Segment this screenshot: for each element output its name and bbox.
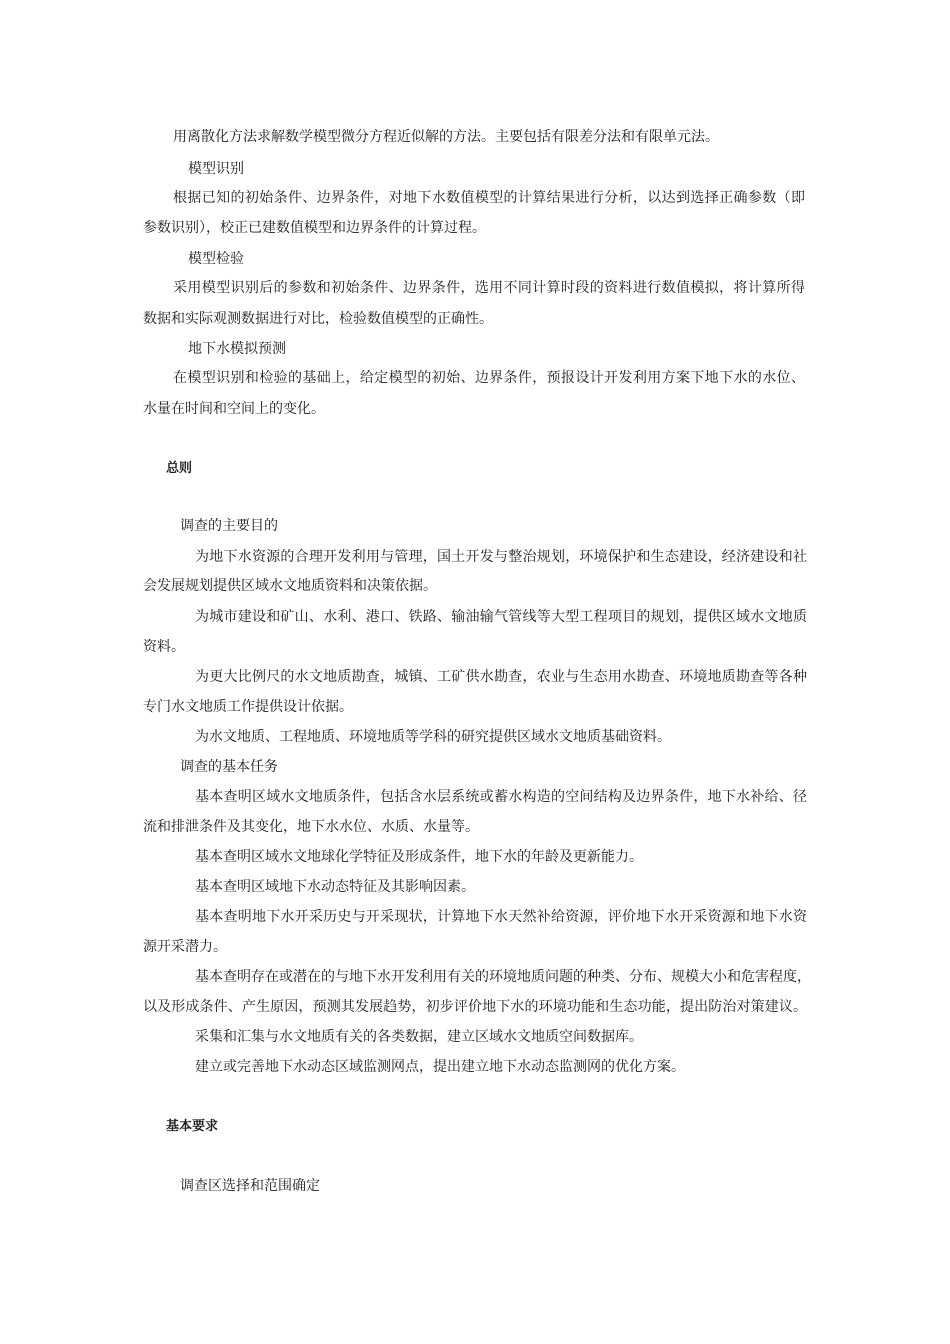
section-heading-general: 总则 bbox=[166, 461, 193, 476]
task7: 建立或完善地下水动态区域监测网点，提出建立地下水动态监测网的优化方案。 bbox=[195, 1059, 685, 1075]
purpose4: 为水文地质、工程地质、环境地质等学科的研究提供区域水文地质基础资料。 bbox=[195, 729, 671, 745]
task1-line1: 基本查明区域水文地质条件，包括含水层系统或蓄水构造的空间结构及边界条件，地下水补给、径 bbox=[195, 789, 807, 805]
task2: 基本查明区域水文地球化学特征及形成条件，地下水的年龄及更新能力。 bbox=[195, 849, 643, 865]
subheading-main-purpose: 调查的主要目的 bbox=[180, 518, 278, 534]
paragraph-prediction-line2: 水量在时间和空间上的变化。 bbox=[143, 401, 325, 417]
section-heading-basic-requirements: 基本要求 bbox=[166, 1119, 219, 1134]
subheading-model-verification: 模型检验 bbox=[188, 251, 244, 267]
subheading-model-identification: 模型识别 bbox=[188, 161, 244, 177]
task3: 基本查明区域地下水动态特征及其影响因素。 bbox=[195, 879, 475, 895]
task5-line1: 基本查明存在或潜在的与地下水开发利用有关的环境地质问题的种类、分布、规模大小和危害程度， bbox=[195, 969, 811, 985]
purpose1-line1: 为地下水资源的合理开发利用与管理，国土开发与整治规划，环境保护和生态建设，经济建设和社 bbox=[195, 549, 807, 565]
task6: 采集和汇集与水文地质有关的各类数据，建立区域水文地质空间数据库。 bbox=[195, 1029, 643, 1045]
subheading-groundwater-prediction: 地下水模拟预测 bbox=[188, 341, 286, 357]
purpose2-line1: 为城市建设和矿山、水利、港口、铁路、输油输气管线等大型工程项目的规划，提供区域水文地质 bbox=[195, 609, 807, 625]
task4-line1: 基本查明地下水开采历史与开采现状，计算地下水天然补给资源，评价地下水开采资源和地下水资 bbox=[195, 909, 807, 925]
paragraph-verification-line1: 采用模型识别后的参数和初始条件、边界条件，选用不同计算时段的资料进行数值模拟，将计算所得 bbox=[173, 280, 805, 296]
subheading-survey-area-scope: 调查区选择和范围确定 bbox=[180, 1178, 320, 1194]
task4-line2: 源开采潜力。 bbox=[143, 939, 227, 955]
subheading-basic-tasks: 调查的基本任务 bbox=[180, 759, 278, 775]
purpose3-line2: 专门水文地质工作提供设计依据。 bbox=[143, 699, 353, 715]
task5-line2: 以及形成条件、产生原因，预测其发展趋势，初步评价地下水的环境功能和生态功能，提出防治对策建议。 bbox=[143, 999, 807, 1015]
purpose1-line2: 会发展规划提供区域水文地质资料和决策依据。 bbox=[143, 578, 437, 594]
paragraph-prediction-line1: 在模型识别和检验的基础上，给定模型的初始、边界条件，预报设计开发利用方案下地下水的水位、 bbox=[173, 370, 805, 386]
paragraph-identification-line2: 参数识别），校正已建数值模型和边界条件的计算过程。 bbox=[143, 220, 486, 236]
task1-line2: 流和排泄条件及其变化，地下水水位、水质、水量等。 bbox=[143, 819, 479, 835]
paragraph-verification-line2: 数据和实际观测数据进行对比，检验数值模型的正确性。 bbox=[143, 311, 493, 327]
paragraph-numerical-method: 用离散化方法求解数学模型微分方程近似解的方法。主要包括有限差分法和有限单元法。 bbox=[173, 129, 719, 145]
paragraph-identification-line1: 根据已知的初始条件、边界条件，对地下水数值模型的计算结果进行分析，以达到选择正确参数（即 bbox=[173, 190, 805, 206]
purpose3-line1: 为更大比例尺的水文地质勘查，城镇、工矿供水勘查，农业与生态用水勘查、环境地质勘查等各种 bbox=[195, 669, 807, 685]
purpose2-line2: 资料。 bbox=[143, 639, 185, 655]
